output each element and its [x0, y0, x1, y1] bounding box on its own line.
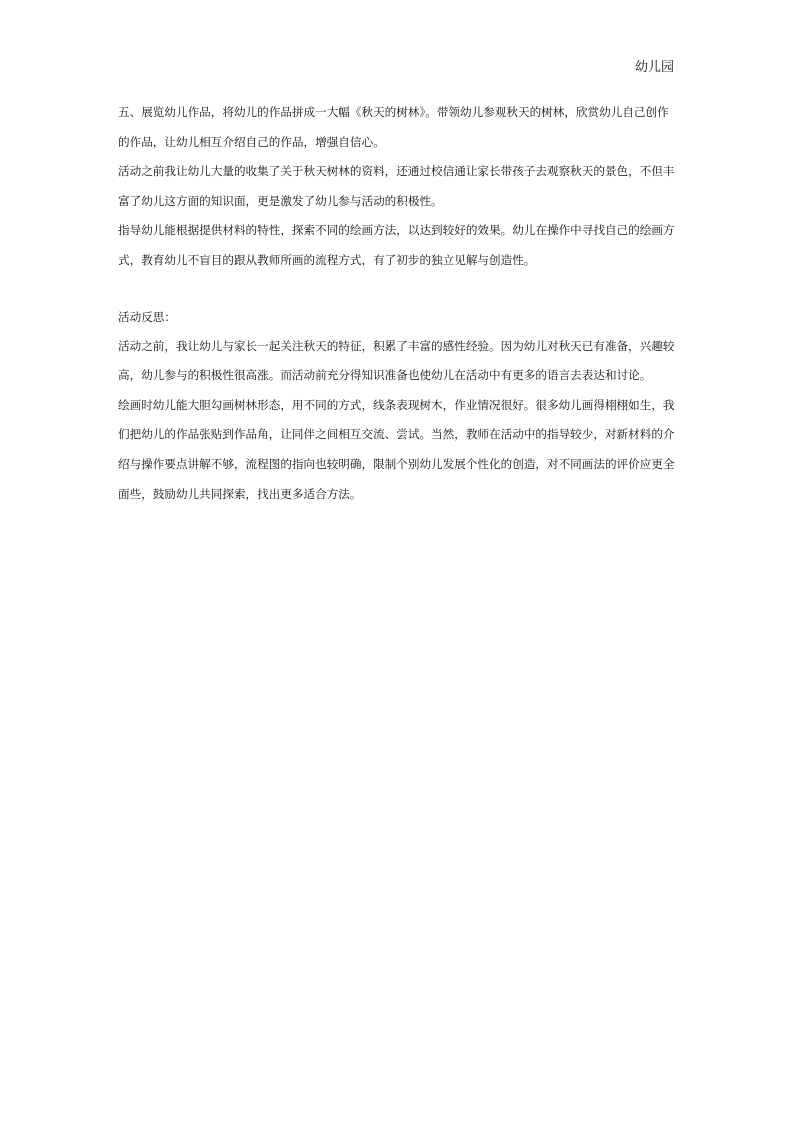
paragraph-spacer [118, 276, 676, 303]
paragraph-reflection-preparation: 活动之前，我让幼儿与家长一起关注秋天的特征，积累了丰富的感性经验。因为幼儿对秋天已有准备，兴趣较高，幼儿参与的积极性很高涨。而活动前充分得知识准备也使幼儿在活动中有更多的语言去表达和讨论。 [118, 338, 675, 383]
paragraph-reflection-drawing: 绘画时幼儿能大胆勾画树林形态，用不同的方式，线条表现树木，作业情况很好。很多幼儿画得栩栩如生，我们把幼儿的作品张贴到作品角，让同伴之间相互交流、尝试。当然，教师在活动中的指导较少，对新材料的介绍与操作要点讲解不够，流程图的指向也较明确，限制个别幼儿发展个性化的创造，对不同画法的评价应更全面些，鼓励幼儿共同探索，找出更多适合方法。 [118, 397, 675, 501]
reflection-title: 活动反思： [118, 309, 176, 324]
paragraph-material-collection: 活动之前我让幼儿大量的收集了关于秋天树林的资料，还通过校信通让家长带孩子去观察秋天的景色，不但丰富了幼儿这方面的知识面，更是激发了幼儿参与活动的积极性。 [118, 164, 675, 208]
page-header: 幼儿园 [634, 60, 674, 75]
document-body [118, 98, 676, 509]
paragraph-exhibit-works: 五、展览幼儿作品，将幼儿的作品拼成一大幅《秋天的树林》。带领幼儿参观秋天的树林，欣赏幼儿自己创作的作品，让幼儿相互介绍自己的作品，增强自信心。 [118, 105, 669, 149]
paragraph-painting-guidance: 指导幼儿能根据提供材料的特性，探索不同的绘画方法，以达到较好的效果。幼儿在操作中寻找自己的绘画方式，教育幼儿不盲目的跟从教师所画的流程方式，有了初步的独立见解与创造性。 [118, 223, 675, 267]
